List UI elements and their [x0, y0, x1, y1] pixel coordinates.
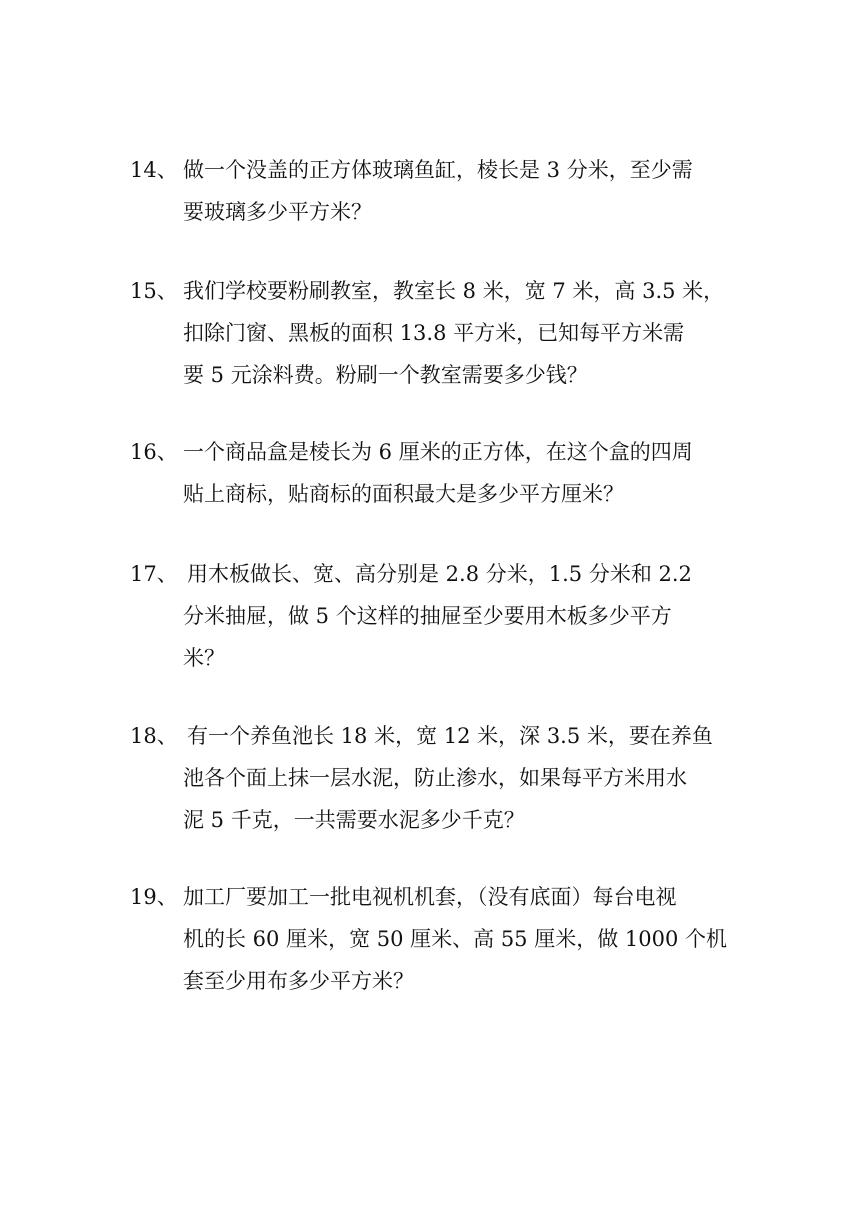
- problem-number: 17、: [130, 562, 178, 586]
- problem-text-line: 有一个养鱼池长 18 米，宽 12 米，深 3.5 米，要在养鱼: [187, 724, 713, 748]
- problem-text-line: 泥 5 千克，一共需要水泥多少千克？: [183, 808, 525, 832]
- problem-text-line: 分米抽屉，做 5 个这样的抽屉至少要用木板多少平方: [183, 604, 672, 628]
- problem-number: 15、: [130, 279, 178, 303]
- problem-text-line: 加工厂要加工一批电视机机套，（没有底面）每台电视: [183, 885, 677, 909]
- problem-text-line: 贴上商标，贴商标的面积最大是多少平方厘米？: [183, 482, 624, 506]
- problem-text-line: 做一个没盖的正方体玻璃鱼缸，棱长是 3 分米，至少需: [183, 158, 693, 182]
- problem-number: 18、: [130, 724, 178, 748]
- problem-text-line: 我们学校要粉刷教室，教室长 8 米，宽 7 米，高 3.5 米，: [183, 279, 725, 303]
- problem-text-line: 扣除门窗、黑板的面积 13.8 平方米，已知每平方米需: [183, 321, 685, 345]
- problem-text-line: 用木板做长、宽、高分别是 2.8 分米，1.5 分米和 2.2: [187, 562, 692, 586]
- problem-text-line: 要 5 元涂料费。粉刷一个教室需要多少钱？: [183, 363, 588, 387]
- problem-text-line: 米？: [183, 646, 225, 670]
- problem-text-line: 机的长 60 厘米，宽 50 厘米、高 55 厘米，做 1000 个机: [183, 927, 728, 951]
- problem-text-line: 一个商品盒是棱长为 6 厘米的正方体，在这个盒的四周: [183, 440, 693, 464]
- problem-text-line: 要玻璃多少平方米？: [183, 200, 372, 224]
- problem-text-line: 套至少用布多少平方米？: [183, 969, 414, 993]
- problem-number: 19、: [130, 885, 178, 909]
- problem-number: 14、: [130, 158, 178, 182]
- problem-number: 16、: [130, 440, 178, 464]
- problem-text-line: 池各个面上抹一层水泥，防止渗水，如果每平方米用水: [183, 766, 687, 790]
